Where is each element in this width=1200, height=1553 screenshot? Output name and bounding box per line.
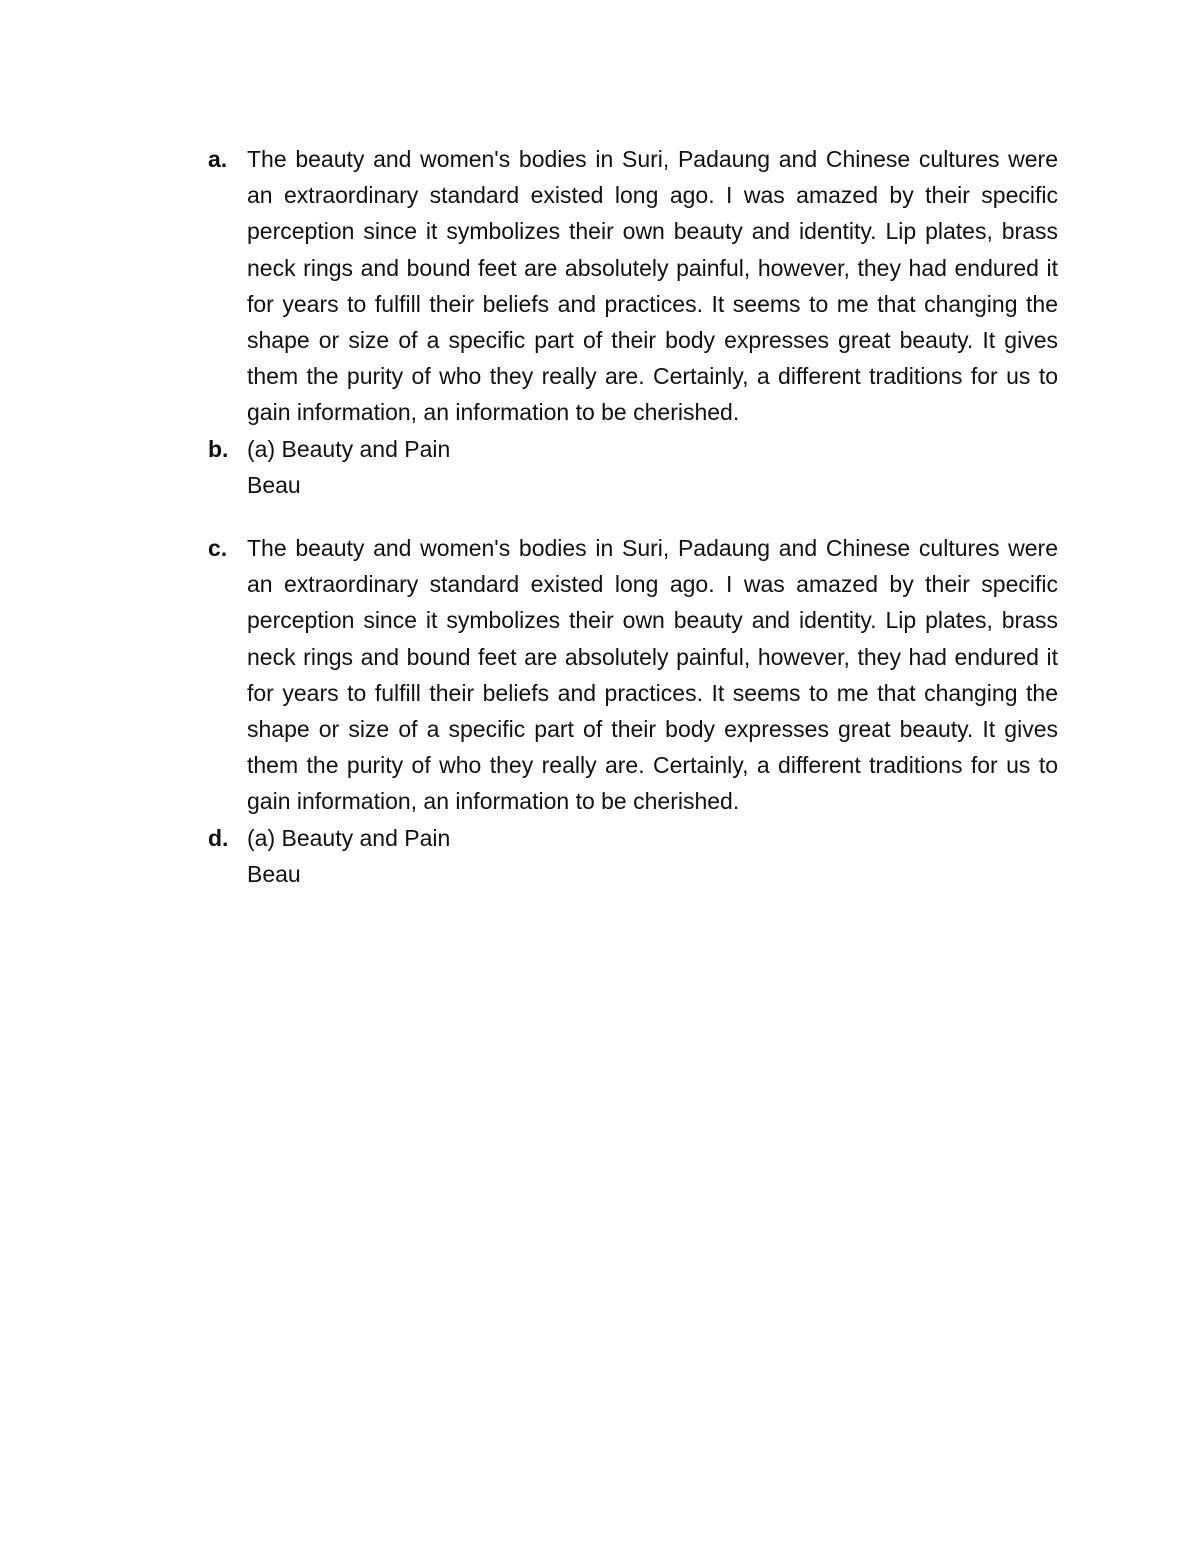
list-marker: a. xyxy=(208,146,228,172)
item-subtext: Beau xyxy=(247,860,301,887)
list-marker: d. xyxy=(208,824,229,851)
list-marker: c. xyxy=(208,535,228,562)
blank-line xyxy=(208,503,1058,530)
item-title: (a) Beauty and Pain xyxy=(247,824,451,851)
list-item-d xyxy=(208,820,1058,892)
list-item-b xyxy=(208,431,1058,503)
item-title: (a) Beauty and Pain xyxy=(247,435,451,462)
ordered-list xyxy=(208,141,1058,892)
list-marker: b. xyxy=(208,435,229,462)
item-subtext: Beau xyxy=(247,471,301,498)
list-item-c xyxy=(208,530,1058,820)
list-item-a xyxy=(208,141,1058,431)
paragraph-text: The beauty and women's bodies in Suri, Padaung and Chinese cultures were an extraordinary standard existed long ago. I was amazed by their specific perception since it symbolizes their own beauty and identity. Lip plates, brass neck rings and bound feet are absolutely painful, however, they had endured it for years to fulfill their beliefs and practices. It seems to me that changing the shape or size of a specific part of their body expresses great beauty. It gives them the purity of who they really are. Certainly, a different traditions for us to gain information, an information to be cherished. xyxy=(247,535,1058,815)
paragraph-text: The beauty and women's bodies in Suri, Padaung and Chinese cultures were an extraordinary standard existed long ago. I was amazed by their specific perception since it symbolizes their own beauty and identity. Lip plates, brass neck rings and bound feet are absolutely painful, however, they had endured it for years to fulfill their beliefs and practices. It seems to me that changing the shape or size of a specific part of their body expresses great beauty. It gives them the purity of who they really are. Certainly, a different traditions for us to gain information, an information to be cherished. xyxy=(247,146,1058,426)
